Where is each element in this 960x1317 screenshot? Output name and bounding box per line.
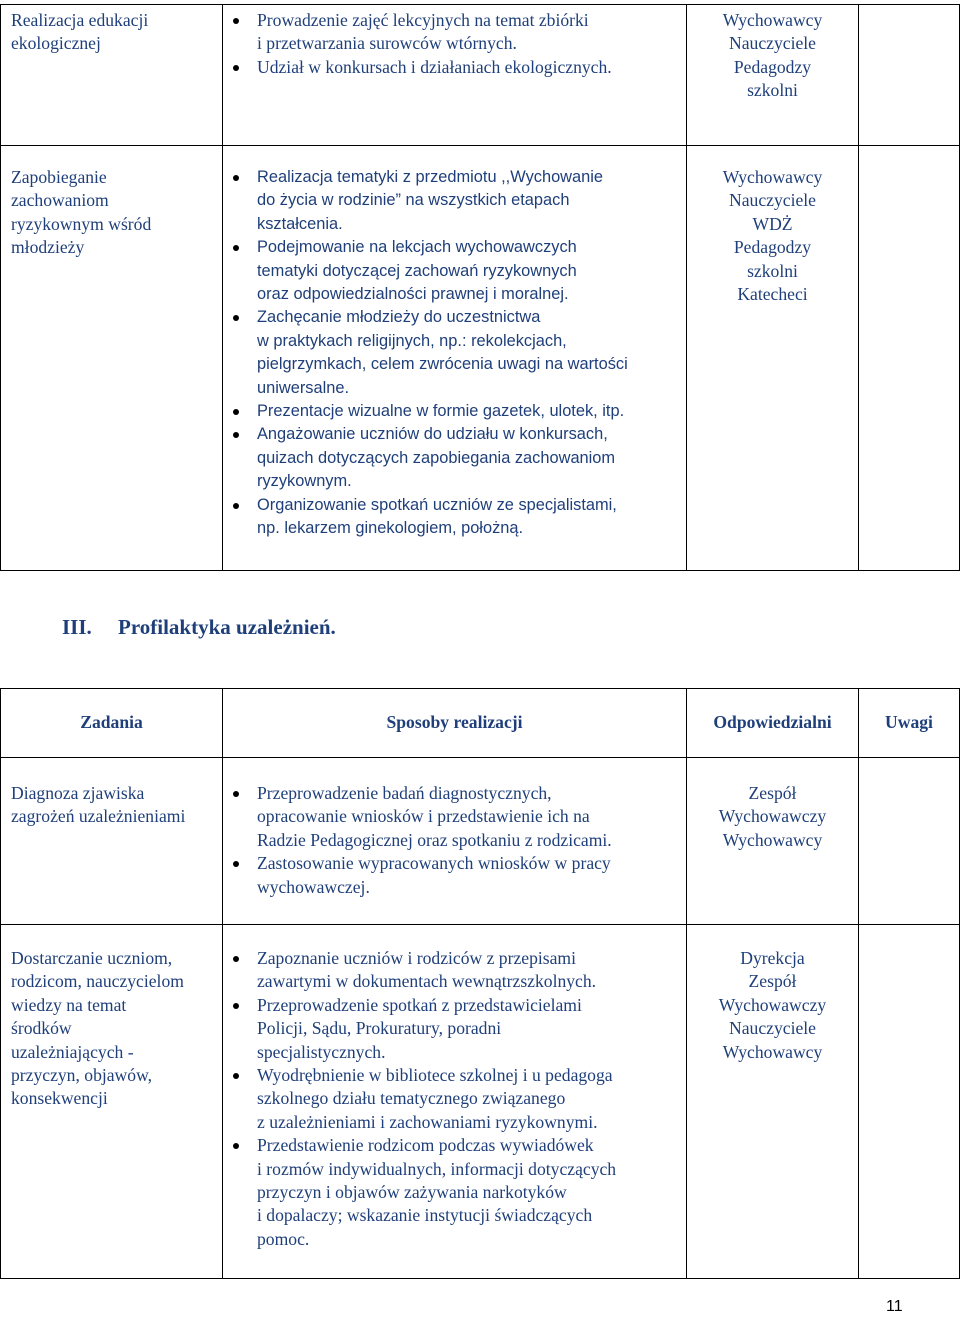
- methods-cell: [223, 146, 687, 571]
- list-item-line: Udział w konkursach i działaniach ekologicznych.: [257, 56, 612, 77]
- task-cell: [1, 5, 223, 146]
- list-item-line: i przetwarzania surowców wtórnych.: [257, 33, 517, 54]
- task-line: konsekwencji: [11, 1088, 108, 1109]
- responsible-line: Wychowawcy: [722, 167, 823, 187]
- task-cell: [1, 758, 223, 925]
- list-item-line: Przeprowadzenie badań diagnostycznych,: [257, 783, 552, 803]
- list-item-line: Organizowanie spotkań uczniów ze specjalistami,: [257, 495, 617, 514]
- responsible-cell: [687, 925, 859, 1279]
- responsible-line: Pedagodzy: [733, 56, 812, 77]
- list-item-line: Zapoznanie uczniów i rodziców z przepisami: [257, 948, 576, 968]
- task-line: Dostarczanie uczniom,: [11, 948, 173, 968]
- methods-list: [229, 166, 680, 541]
- responsible-line: WDŻ: [752, 213, 793, 234]
- list-item: [229, 947, 680, 994]
- notes-cell: [859, 146, 960, 571]
- methods-cell: [223, 925, 687, 1279]
- list-item-line: np. lekarzem ginekologiem, położną.: [257, 519, 524, 538]
- table-row: [1, 925, 960, 1279]
- task-line: przyczyn, objawów,: [11, 1065, 153, 1086]
- responsible-line: Pedagodzy: [733, 237, 812, 258]
- task-line: ekologicznej: [11, 33, 101, 54]
- task-line: młodzieży: [11, 237, 85, 258]
- column-header-tasks: Zadania: [1, 689, 223, 758]
- methods-cell: [223, 5, 687, 146]
- responsible-line: Wychowawcy: [722, 1041, 823, 1062]
- list-item-line: pomoc.: [257, 1228, 310, 1249]
- list-item-line: Realizacja tematyki z przedmiotu ,,Wychowanie: [257, 168, 604, 186]
- methods-list: [229, 9, 680, 79]
- task-line: rodzicom, nauczycielom: [11, 971, 184, 992]
- responsible-cell: [687, 758, 859, 925]
- list-item: [229, 1064, 680, 1134]
- list-item-line: do życia w rodzinie” na wszystkich etapach: [257, 191, 570, 210]
- notes-cell: [859, 758, 960, 925]
- responsible-line: szkolni: [747, 80, 798, 101]
- list-item-line: Prowadzenie zajęć lekcyjnych na temat zbiórki: [257, 10, 589, 30]
- list-item: [229, 494, 680, 541]
- section-heading: [62, 615, 336, 640]
- list-item-line: Podejmowanie na lekcjach wychowawczych: [257, 238, 577, 257]
- list-item-line: ryzykownym.: [257, 472, 352, 491]
- task-line: środków: [11, 1018, 72, 1039]
- list-item: [229, 400, 680, 423]
- responsible-line: Wychowawczy: [718, 994, 827, 1015]
- list-item-line: uniwersalne.: [257, 378, 350, 397]
- task-line: ryzykownym wśród: [11, 213, 152, 234]
- list-item-line: specjalistycznych.: [257, 1041, 386, 1062]
- table-header-row: [1, 689, 960, 758]
- task-line: Realizacja edukacji: [11, 10, 149, 30]
- column-header-methods: Sposoby realizacji: [223, 689, 687, 758]
- list-item: [229, 56, 680, 79]
- list-item: [229, 994, 680, 1064]
- list-item: [229, 782, 680, 852]
- section-number: III.: [62, 615, 92, 639]
- list-item-line: zawartymi w dokumentach wewnątrzszkolnych.: [257, 971, 597, 992]
- list-item-line: Angażowanie uczniów do udziału w konkursach,: [257, 425, 608, 444]
- list-item-line: przyczyn i objawów zażywania narkotyków: [257, 1182, 567, 1203]
- list-item-line: Wyodrębnienie w bibliotece szkolnej i u pedagoga: [257, 1065, 613, 1086]
- table-row: [1, 5, 960, 146]
- list-item-line: opracowanie wniosków i przedstawienie ich na: [257, 806, 590, 827]
- list-item-line: Zachęcanie młodzieży do uczestnictwa: [257, 308, 541, 327]
- list-item-line: szkolnego działu tematycznego związanego: [257, 1088, 566, 1109]
- list-item: [229, 306, 680, 400]
- list-item-line: tematyki dotyczącej zachowań ryzykownych: [257, 261, 577, 280]
- methods-list: [229, 782, 680, 899]
- responsible-line: Zespół: [748, 971, 797, 992]
- list-item-line: Policji, Sądu, Prokuratury, poradni: [257, 1018, 502, 1039]
- task-line: uzależniających -: [11, 1041, 134, 1062]
- list-item-line: i dopalaczy; wskazanie instytucji świadczących: [257, 1205, 593, 1226]
- list-item-line: pielgrzymkach, celem zwrócenia uwagi na wartości: [257, 355, 628, 374]
- task-line: Diagnoza zjawiska: [11, 783, 145, 803]
- responsible-cell: [687, 146, 859, 571]
- list-item: [229, 423, 680, 493]
- list-item-line: w praktykach religijnych, np.: rekolekcjach,: [257, 331, 567, 350]
- activities-table-top: [0, 4, 960, 571]
- list-item: [229, 9, 680, 56]
- page-number: 11: [886, 1298, 903, 1315]
- activities-table-prevention: [0, 688, 960, 1279]
- table-row: [1, 146, 960, 571]
- methods-list: [229, 947, 680, 1251]
- list-item: [229, 1134, 680, 1251]
- column-header-notes: Uwagi: [859, 689, 960, 758]
- notes-cell: [859, 925, 960, 1279]
- task-cell: [1, 925, 223, 1279]
- list-item-line: kształcenia.: [257, 214, 343, 233]
- list-item-line: Przeprowadzenie spotkań z przedstawicielami: [257, 994, 582, 1015]
- list-item-line: quizach dotyczących zapobiegania zachowaniom: [257, 448, 616, 467]
- task-line: Zapobieganie: [11, 167, 107, 187]
- list-item-line: z uzależnieniami i zachowaniami ryzykownymi.: [257, 1111, 598, 1132]
- methods-cell: [223, 758, 687, 925]
- responsible-line: Nauczyciele: [729, 190, 816, 211]
- section-title: Profilaktyka uzależnień.: [118, 615, 336, 639]
- responsible-line: Zespół: [748, 783, 797, 803]
- table-row: [1, 758, 960, 925]
- responsible-line: Nauczyciele: [729, 33, 816, 54]
- list-item-line: Prezentacje wizualne w formie gazetek, ulotek, itp.: [257, 402, 625, 421]
- list-item-line: Przedstawienie rodzicom podczas wywiadówek: [257, 1135, 594, 1156]
- responsible-line: Wychowawcy: [722, 10, 823, 30]
- task-line: zachowaniom: [11, 190, 109, 211]
- responsible-line: Wychowawcy: [722, 829, 823, 850]
- responsible-line: Katecheci: [737, 284, 808, 305]
- responsible-line: Dyrekcja: [740, 948, 805, 968]
- list-item-line: Radzie Pedagogicznej oraz spotkaniu z rodzicami.: [257, 829, 612, 850]
- list-item-line: i rozmów indywidualnych, informacji dotyczących: [257, 1158, 617, 1179]
- list-item-line: Zastosowanie wypracowanych wniosków w pracy: [257, 853, 611, 874]
- list-item: [229, 236, 680, 306]
- task-line: wiedzy na temat: [11, 994, 127, 1015]
- list-item: [229, 852, 680, 899]
- list-item-line: wychowawczej.: [257, 876, 370, 897]
- responsible-line: szkolni: [747, 260, 798, 281]
- task-line: zagrożeń uzależnieniami: [11, 806, 186, 827]
- list-item: [229, 166, 680, 236]
- responsible-line: Nauczyciele: [729, 1018, 816, 1039]
- responsible-line: Wychowawczy: [718, 806, 827, 827]
- responsible-cell: [687, 5, 859, 146]
- notes-cell: [859, 5, 960, 146]
- task-cell: [1, 146, 223, 571]
- column-header-responsible: Odpowiedzialni: [687, 689, 859, 758]
- list-item-line: oraz odpowiedzialności prawnej i moralnej.: [257, 285, 569, 304]
